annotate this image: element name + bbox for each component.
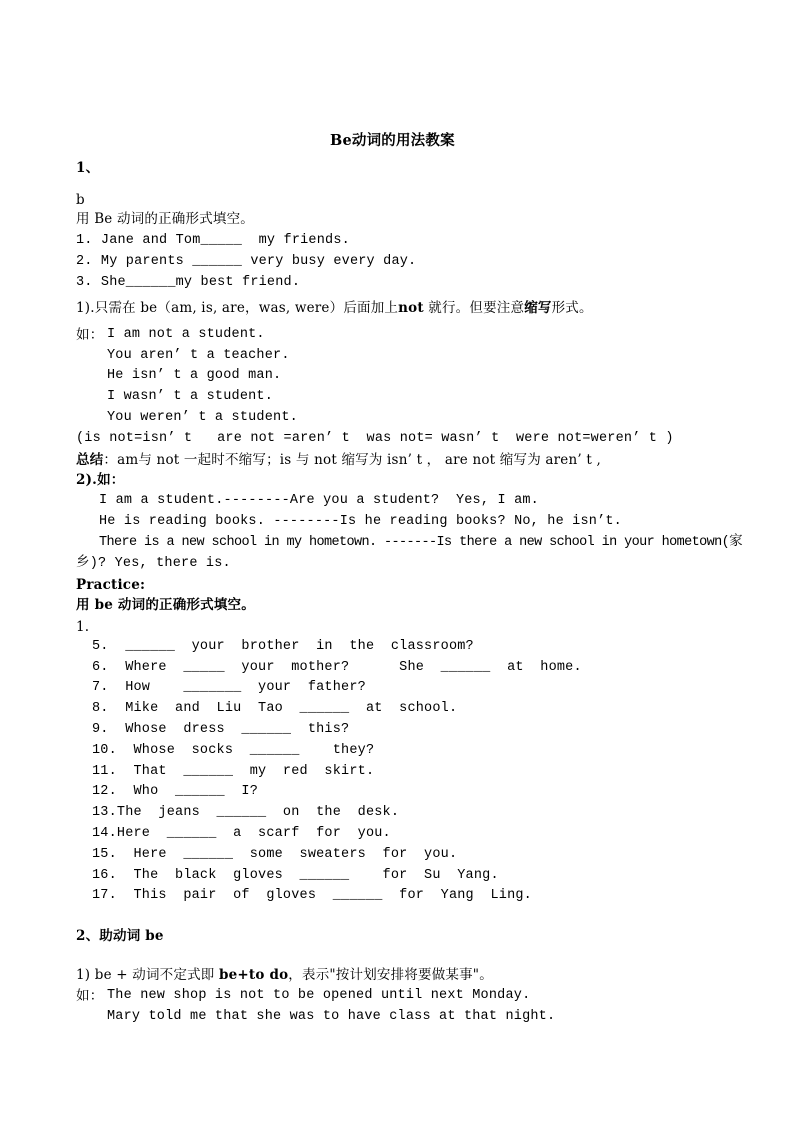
question-example-3: There is a new school in my hometown. -------Is there a new school in your hometown(家: [99, 535, 743, 550]
section-2-example-prefix: 如：: [76, 988, 104, 1004]
example-prefix: 如：: [76, 327, 104, 343]
practice-label: Practice:: [76, 577, 146, 593]
practice-item-14: 14.Here ______ a scarf for you.: [92, 826, 391, 841]
fill-item-2: 2. My parents ______ very busy every day.: [76, 254, 417, 269]
practice-item-17: 17. This pair of gloves ______ for Yang Ling.: [92, 888, 532, 903]
section-1-letter: b: [76, 192, 85, 208]
fill-blank-instruction: 用 Be 动词的正确形式填空。: [76, 211, 254, 227]
section-2-example-2: Mary told me that she was to have class at that night.: [107, 1009, 556, 1024]
practice-item-12: 12. Who ______ I?: [92, 784, 259, 799]
practice-item-11: 11. That ______ my red skirt.: [92, 764, 375, 779]
negation-example-4: I wasn’ t a student.: [107, 389, 274, 404]
summary-line: [76, 450, 601, 470]
be-to-do-keyword: be+to do: [218, 967, 289, 983]
negation-rule: [76, 298, 593, 318]
negation-rule-post: 形式。: [551, 300, 593, 316]
practice-item-15: 15. Here ______ some sweaters for you.: [92, 847, 458, 862]
practice-item-5: 5. ______ your brother in the classroom?: [92, 639, 474, 654]
practice-item-6: 6. Where _____ your mother? She ______ at home.: [92, 660, 582, 675]
contraction-list: (is not=isn’ t are not =aren’ t was not= wasn’ t were not=weren’ t ): [76, 431, 674, 446]
question-heading: 2).如：: [76, 472, 125, 488]
negation-example-3: He isn’ t a good man.: [107, 368, 282, 383]
question-example-2: He is reading books. --------Is he reading books? No, he isn’t.: [99, 514, 622, 529]
section-1-heading: 1、: [76, 160, 100, 176]
practice-item-9: 9. Whose dress ______ this?: [92, 722, 350, 737]
negation-example-2: You aren’ t a teacher.: [107, 348, 290, 363]
auxiliary-rule-post: ，表示"按计划安排将要做某事"。: [288, 967, 493, 983]
not-keyword: not: [398, 300, 424, 316]
practice-item-16: 16. The black gloves ______ for Su Yang.: [92, 868, 499, 883]
negation-example-5: You weren’ t a student.: [107, 410, 298, 425]
negation-rule-mid: 就行。但要注意: [423, 300, 525, 316]
auxiliary-rule-pre: 1) be + 动词不定式即: [76, 967, 219, 983]
question-example-4: 乡)? Yes, there is.: [76, 556, 231, 571]
section-2-heading: 2、助动词 be: [76, 928, 164, 944]
abbreviation-keyword: 缩写: [524, 300, 552, 316]
summary-label: 总结: [76, 452, 104, 468]
practice-number: 1.: [76, 619, 90, 635]
question-example-1: I am a student.--------Are you a student? Yes, I am.: [99, 493, 539, 508]
summary-text: ：am与 not 一起时不缩写；is 与 not 缩写为 isn’ t ， are not 缩写为 aren’ t ,: [103, 452, 601, 468]
fill-item-1: 1. Jane and Tom_____ my friends.: [76, 233, 350, 248]
practice-instruction: 用 be 动词的正确形式填空。: [76, 597, 255, 613]
fill-item-3: 3. She______my best friend.: [76, 275, 301, 290]
practice-item-13: 13.The jeans ______ on the desk.: [92, 805, 400, 820]
section-2-example-1: The new shop is not to be opened until next Monday.: [107, 988, 531, 1003]
practice-item-8: 8. Mike and Liu Tao ______ at school.: [92, 701, 458, 716]
negation-rule-pre: 1).只需在 be（am, is, are，was, were）后面加上: [76, 300, 399, 316]
page-title: Be动词的用法教案: [330, 132, 455, 149]
practice-item-10: 10. Whose socks ______ they?: [92, 743, 375, 758]
practice-item-7: 7. How _______ your father?: [92, 680, 366, 695]
auxiliary-rule: [76, 965, 493, 985]
negation-example-1: I am not a student.: [107, 327, 265, 342]
